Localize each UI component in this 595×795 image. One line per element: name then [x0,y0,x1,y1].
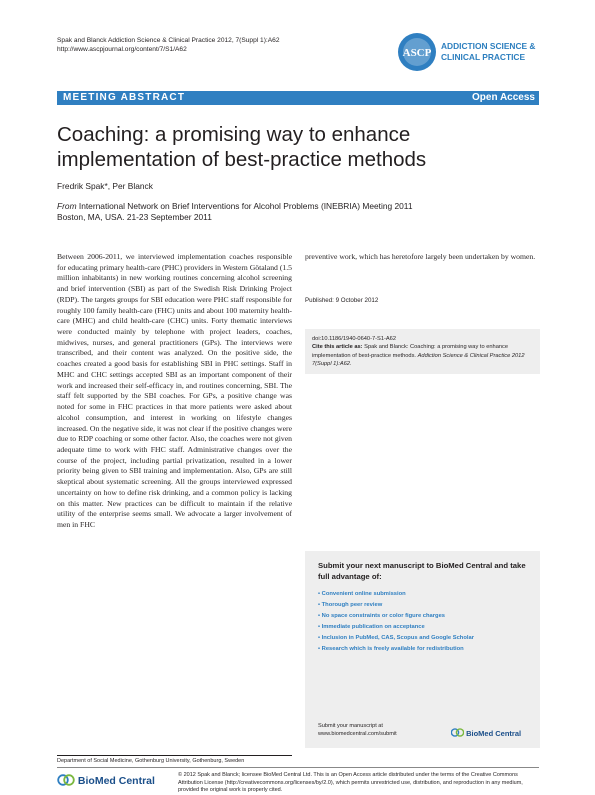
biomed-central-logo-small [451,728,521,738]
cite-ref: 2012 7(Suppl 1):A62. [312,352,525,367]
list-item: • Thorough peer review [318,600,474,611]
meeting-source [57,201,517,223]
header-citation [57,36,279,54]
from-label: From [57,201,77,211]
published-date: Published: 9 October 2012 [305,297,379,304]
banner-article-type: MEETING ABSTRACT [63,92,186,103]
list-item: • Inclusion in PubMed, CAS, Scopus and Google Scholar [318,633,474,644]
biomed-central-icon [57,774,75,786]
ascp-logo-icon [397,32,437,72]
biomed-central-logo [57,774,155,787]
meeting-abstract-banner [57,91,539,105]
meeting-name: International Network on Brief Interventions for Alcohol Problems (INEBRIA) Meeting 2011 [78,201,413,211]
logo-text: ASCP [402,47,432,59]
footer-divider [57,767,539,768]
list-item: • Immediate publication on acceptance [318,622,474,633]
body-column-right: preventive work, which has heretofore largely been undertaken by women. [305,252,536,261]
cite-content [312,335,534,368]
list-item: • No space constraints or color figure charges [318,611,474,622]
meeting-location: Boston, MA, USA. 21-23 September 2011 [57,212,212,222]
benefits-list [318,589,474,655]
banner-open-access: Open Access [472,92,535,103]
submit-footer [318,723,397,738]
submit-manuscript-box [305,551,540,748]
cite-text: Spak and Blanck: Coaching: a promising way to enhance implementation of best-practice methods. [312,344,509,359]
journal-line: CLINICAL PRACTICE [441,52,526,62]
article-title [57,122,537,172]
list-item: • Convenient online submission [318,589,474,600]
submit-prompt: Submit your manuscript at [318,723,383,729]
affiliation: Department of Social Medicine, Gothenburg University, Gothenburg, Sweden [57,755,292,764]
cite-box [305,329,540,374]
submit-heading: Submit your next manuscript to BioMed Central and take full advantage of: [318,561,526,581]
journal-line: ADDICTION SCIENCE & [441,41,536,51]
journal-name [441,41,535,63]
citation-line: Spak and Blanck Addiction Science & Clinical Practice 2012, 7(Suppl 1):A62 [57,37,280,44]
submit-url[interactable]: www.biomedcentral.com/submit [318,730,397,737]
doi[interactable]: doi:10.1186/1940-0640-7-S1-A62 [312,336,397,342]
cite-label: Cite this article as: [312,344,363,351]
authors: Fredrik Spak*, Per Blanck [57,181,153,191]
brand-text: BioMed Central [77,775,155,787]
title-line: Coaching: a promising way to enhance [57,123,411,146]
title-line: implementation of best-practice methods [57,148,427,171]
list-item: • Research which is freely available for redistribution [318,644,474,655]
article-url[interactable]: http://www.ascpjournal.org/content/7/S1/A62 [57,46,187,53]
biomed-central-icon [451,728,464,737]
cite-journal: Addiction Science & Clinical Practice [417,352,511,359]
brand-text: BioMed Central [466,729,522,738]
license-text: © 2012 Spak and Blanck; licensee BioMed Central Ltd. This is an Open Access article distributed under the terms of the Creative Commons Attribution License (http://creativecommons.org/licenses/by/2.0), which permits unrestricted use, distribution, and reproduction in any medium, provided the original work is properly cited. [178,772,523,794]
body-column-left: Between 2006-2011, we interviewed implementation coaches responsible for educating primary health-care (PHC) providers in Western Götaland (1.5 million inhabitants) in new working routines concerning alcohol screening and brief intervention (SBI) as part of the Swedish Risk Drinking Project (RDP). The targets groups for SBI education were PHC staff responsible for roughly 100 family health-care (FHC) units and about 100 maternity health-care (MHC) and child health-care (CHC) units. Forty thematic interviews were conducted mainly by telephone with project leaders, coaches, midwives, nurses, and general practitioners (GPs). The interviews were transcribed, and their content was analyzed. On the positive side, the coaches created a good basis for establishing SBI in PHC settings. Staff in MHC and CHC settings accepted SBI as an important component of their work and increased their self-efficacy in, and routines concerning, SBI. The staff felt supported by the SBI coaches. For GPs, a positive change was noted for some in FHC practices in that more patients were asked about alcohol consumption, and interest in working on lifestyle changes increased. On the negative side, it was not clear if the positive changes were due to RDP coaching or some other factor. Also, the coaches were not given adequate time to work with FHC staff. Administrative changes over the course of the project, including partial privatization, resulted in a lower priority being given to SBI training and implementation. Also, GPs are still skeptical about systematic screening. All the groups interviewed expressed uncertainty on how to define risk drinking, and a common policy is lacking on this matter. New practices can be difficult to maintain if the relative utility of the enterprise seems small. We advocate a larger involvement of men in FHC [57,252,292,529]
